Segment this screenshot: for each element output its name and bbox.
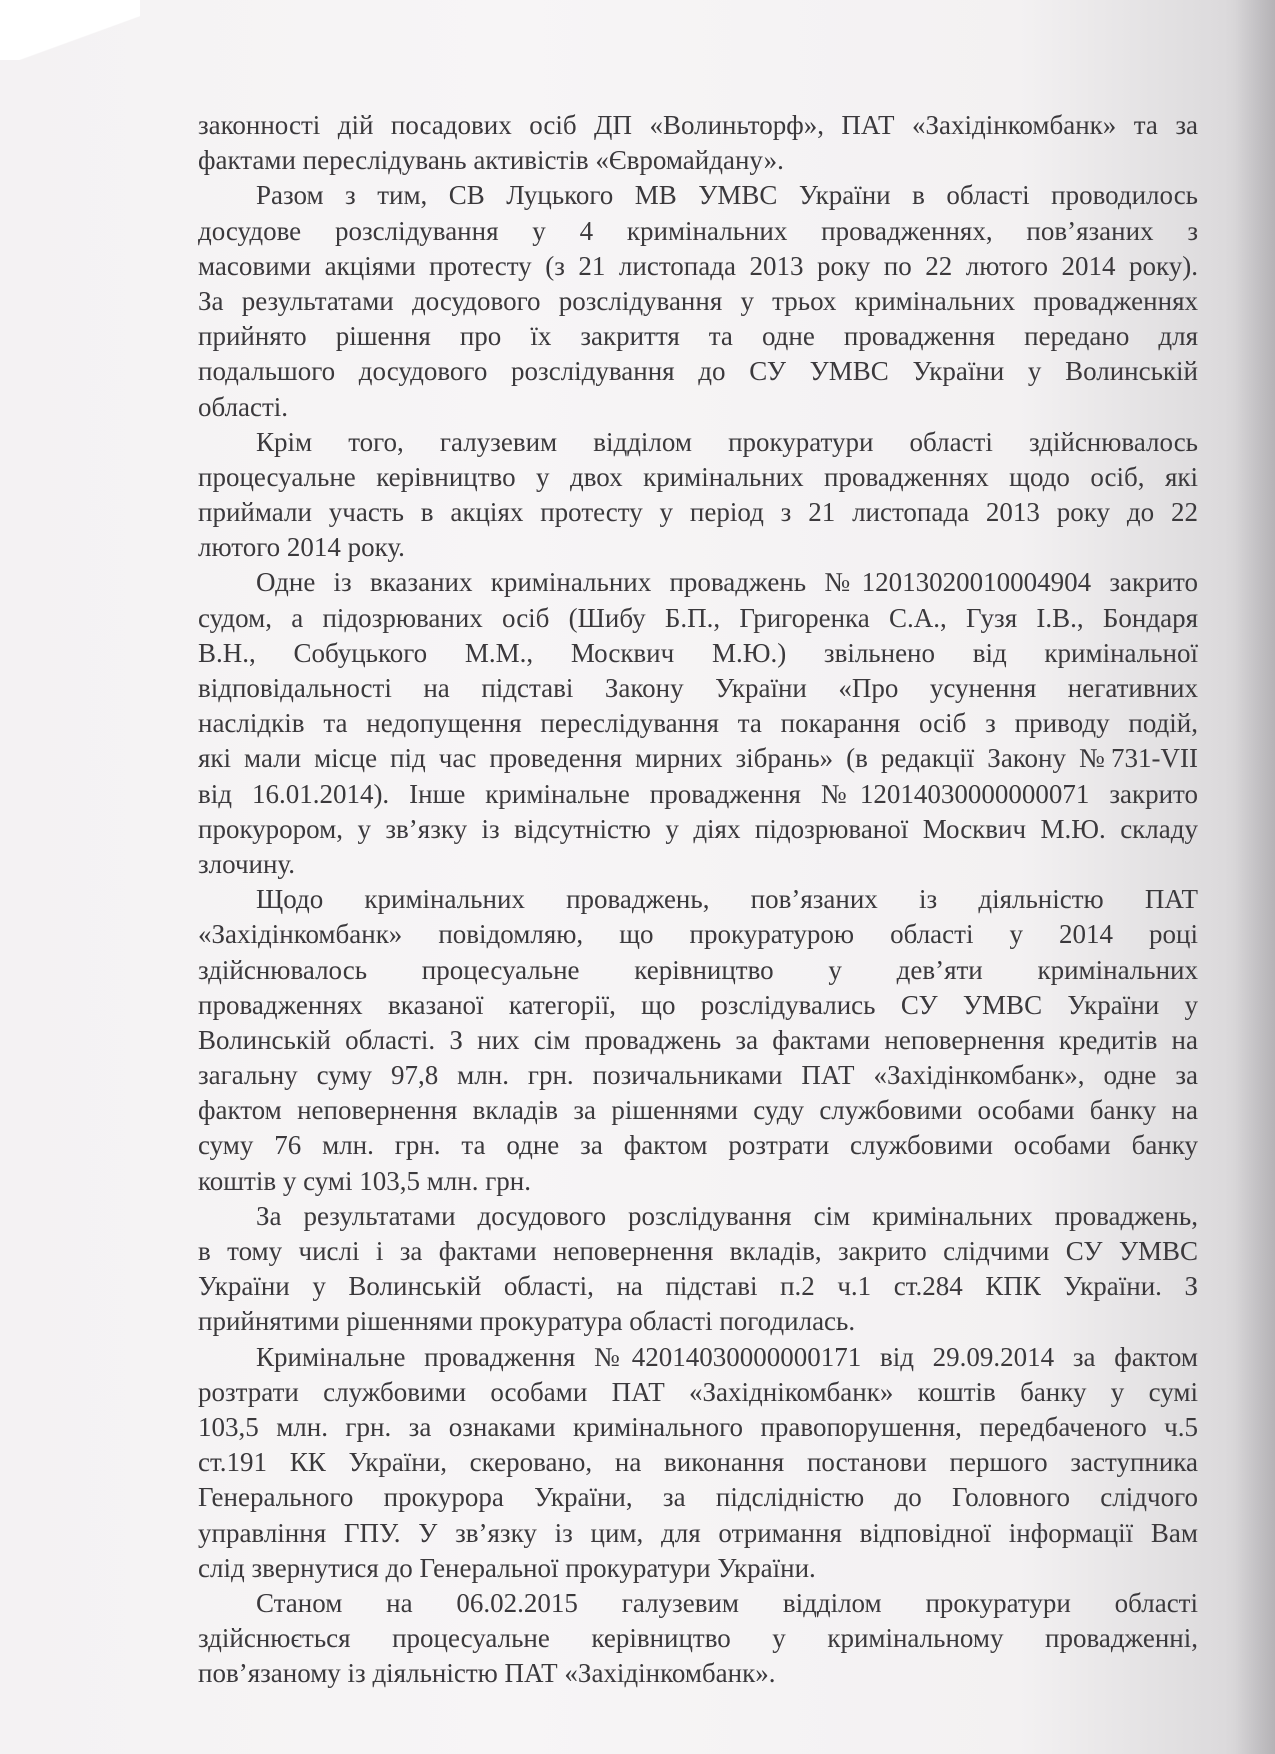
text-line: досудове розслідування у 4 кримінальних провадженнях, пов’язаних з [198,215,1198,246]
text-line: В.Н., Собуцького М.М., Москвич М.Ю.) звільнено від кримінальної [198,637,1198,668]
text-line: прийнято рішення про їх закриття та одне провадження передано для [198,321,1198,352]
text-line: прокурором, у зв’язку із відсутністю у діях підозрюваної Москвич М.Ю. складу [198,813,1198,844]
text-line: Волинській області. З них сім проваджень за фактами неповернення кредитів на [198,1024,1198,1055]
paragraph [198,1586,1198,1692]
text-line: приймали участь в акціях протесту у період з 21 листопада 2013 року до 22 [198,497,1198,528]
text-line: Станом на 06.02.2015 галузевим відділом прокуратури області [256,1587,1198,1618]
text-line: Щодо кримінальних проваджень, пов’язаних із діяльністю ПАТ [256,884,1198,915]
text-line: пов’язаному із діяльністю ПАТ «Західінкомбанк». [198,1658,776,1689]
text-line: в тому числі і за фактами неповернення вкладів, закрито слідчими СУ УМВС [198,1236,1198,1266]
text-line: масовими акціями протесту (з 21 листопада 2013 року по 22 лютого 2014 року). [198,250,1198,281]
paragraph [198,1340,1198,1586]
document-body [198,108,1198,1691]
text-line: Одне із вказаних кримінальних проваджень №12013020010004904 закрито [256,567,1198,598]
text-line: які мали місце під час проведення мирних зібрань» (в редакції Закону №731-VII [198,743,1198,774]
text-line: фактом неповернення вкладів за рішеннями суду службовими особами банку на [198,1095,1198,1126]
text-line: Генерального прокурора України, за підслідністю до Головного слідчого [198,1482,1198,1513]
text-line: Крім того, галузевим відділом прокуратури області здійснювалось [256,426,1198,457]
text-line: загальну суму 97,8 млн. грн. позичальниками ПАТ «Західінкомбанк», одне за [198,1060,1198,1091]
paragraph [198,108,1198,178]
page-edge-shadow [1235,0,1275,1754]
text-line: судом, а підозрюваних осіб (Шибу Б.П., Григоренка С.А., Гузя І.В., Бондаря [198,602,1198,633]
text-line: управління ГПУ. У зв’язку із цим, для отримання відповідної інформації Вам [198,1517,1198,1548]
paragraph [198,178,1198,424]
text-line: області. [198,391,289,422]
paragraph [198,565,1198,882]
text-line: від 16.01.2014). Інше кримінальне провадження №12014030000000071 закрито [198,778,1198,809]
text-line: коштів у сумі 103,5 млн. грн. [198,1165,531,1196]
text-line: Кримінальне провадження №42014030000000171 від 29.09.2014 за фактом [256,1341,1198,1372]
paragraph [198,882,1198,1199]
text-line: України у Волинській області, на підставі п.2 ч.1 ст.284 КПК України. З [198,1271,1198,1302]
text-line: наслідків та недопущення переслідування та покарання осіб з приводу подій, [198,708,1198,739]
text-line: Разом з тим, СВ Луцького МВ УМВС України в області проводилось [256,180,1198,211]
text-line: розтрати службовими особами ПАТ «Західнікомбанк» коштів банку у сумі [198,1376,1198,1407]
text-line: подальшого досудового розслідування до СУ УМВС України у Волинській [198,356,1198,387]
text-line: прийнятими рішеннями прокуратура області погодилась. [198,1306,856,1337]
text-line: провадженнях вказаної категорії, що розслідувались СУ УМВС України у [198,989,1198,1020]
text-line: злочину. [198,848,295,879]
paragraph [198,425,1198,566]
text-line: здійснювалось процесуальне керівництво у дев’яти кримінальних [198,954,1198,985]
text-line: відповідальності на підставі Закону України «Про усунення негативних [198,673,1198,703]
text-line: слід звернутися до Генеральної прокуратури України. [198,1552,816,1583]
paragraph [198,1199,1198,1340]
text-line: законності дій посадових осіб ДП «Волиньторф», ПАТ «Західінкомбанк» та за [198,110,1198,140]
text-line: процесуальне керівництво у двох кримінальних провадженнях щодо осіб, які [198,461,1198,492]
page-fold-corner [0,0,140,60]
text-line: За результатами досудового розслідування у трьох кримінальних провадженнях [198,285,1198,316]
text-line: лютого 2014 року. [198,532,405,563]
text-line: здійснюється процесуальне керівництво у кримінальному провадженні, [198,1623,1198,1654]
text-line: За результатами досудового розслідування сім кримінальних проваджень, [256,1200,1198,1231]
text-line: суму 76 млн. грн. та одне за фактом розтрати службовими особами банку [198,1130,1198,1161]
text-line: «Західінкомбанк» повідомляю, що прокуратурою області у 2014 році [198,919,1198,950]
text-line: фактами переслідувань активістів «Євромайдану». [198,145,784,176]
text-line: 103,5 млн. грн. за ознаками кримінального правопорушення, передбаченого ч.5 [198,1411,1198,1442]
text-line: ст.191 КК України, скеровано, на виконання постанови першого заступника [198,1447,1198,1478]
